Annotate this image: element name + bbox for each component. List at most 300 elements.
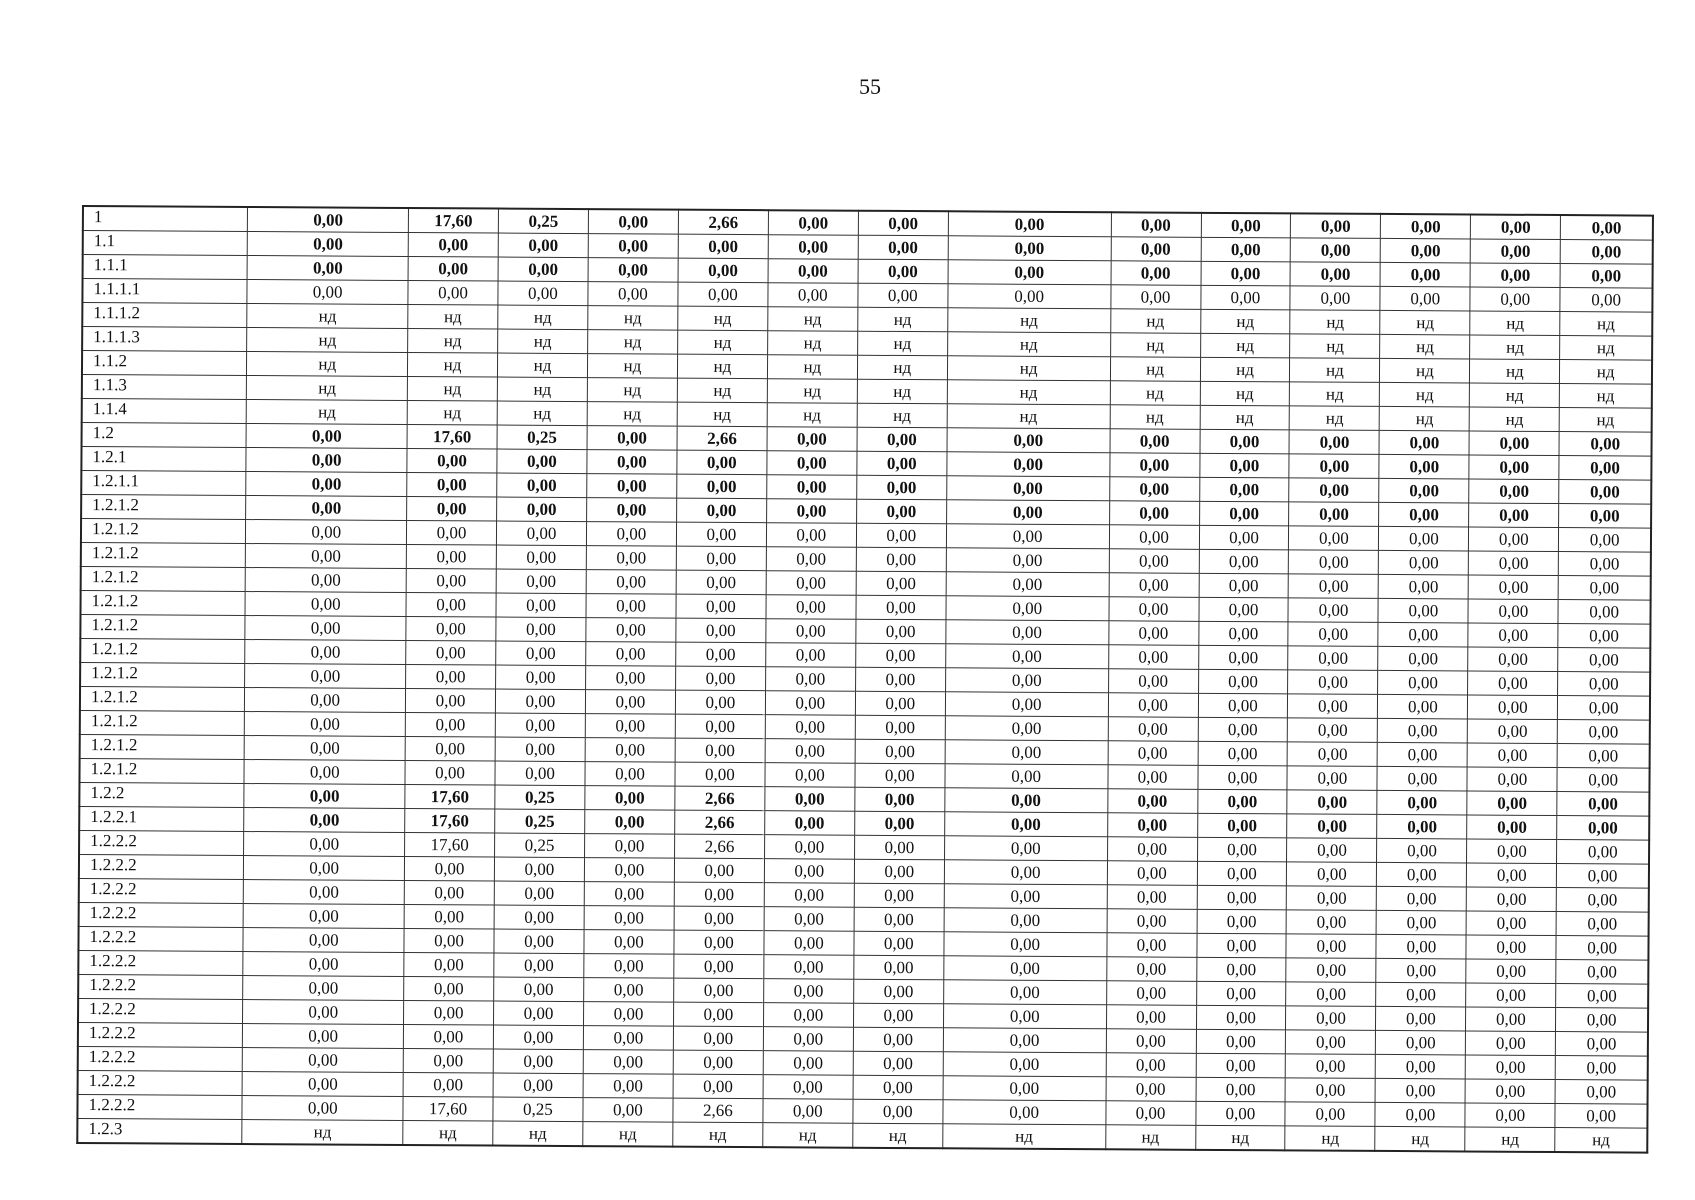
value-cell: 0,00 <box>1199 501 1289 526</box>
value-cell: 0,00 <box>1470 287 1560 312</box>
value-cell: нд <box>1290 406 1380 431</box>
value-cell: 0,00 <box>764 835 854 860</box>
value-cell: 0,00 <box>856 619 946 644</box>
value-cell: 0,00 <box>1465 1103 1555 1128</box>
value-cell: 0,00 <box>1377 814 1467 839</box>
value-cell: 2,66 <box>673 1098 763 1123</box>
value-cell: 0,00 <box>676 498 766 523</box>
value-cell: 0,00 <box>764 859 854 884</box>
value-cell: 0,25 <box>495 833 585 858</box>
value-cell: 0,00 <box>1379 550 1469 575</box>
value-cell: 0,00 <box>1199 453 1289 478</box>
value-cell: 0,00 <box>585 714 675 739</box>
value-cell: 0,00 <box>242 1071 403 1096</box>
value-cell: 0,00 <box>494 857 584 882</box>
value-cell: 0,00 <box>855 763 945 788</box>
value-cell: 2,66 <box>677 426 767 451</box>
value-cell: 0,00 <box>946 620 1109 645</box>
value-cell: 0,00 <box>587 426 677 451</box>
value-cell: 0,00 <box>1467 863 1557 888</box>
value-cell: 0,00 <box>1377 862 1467 887</box>
value-cell: 0,00 <box>497 497 587 522</box>
value-cell: 0,00 <box>945 740 1108 765</box>
value-cell: 0,25 <box>498 209 588 234</box>
value-cell: 0,00 <box>1286 1078 1376 1103</box>
value-cell: 0,00 <box>764 931 854 956</box>
value-cell: нд <box>1380 310 1470 335</box>
value-cell: 0,00 <box>1468 599 1558 624</box>
value-cell: 0,00 <box>765 739 855 764</box>
value-cell: 0,00 <box>677 474 767 499</box>
value-cell: 0,00 <box>948 260 1111 285</box>
value-cell: 0,00 <box>1379 502 1469 527</box>
value-cell: 0,00 <box>854 883 944 908</box>
value-cell: 0,00 <box>764 907 854 932</box>
value-cell: 0,00 <box>853 1099 943 1124</box>
value-cell: 0,00 <box>1291 213 1381 238</box>
value-cell: 0,00 <box>676 546 766 571</box>
value-cell: 0,00 <box>498 281 588 306</box>
value-cell: нд <box>407 400 497 425</box>
value-cell: 0,00 <box>768 210 858 235</box>
value-cell: 0,00 <box>494 929 584 954</box>
value-cell: 0,00 <box>1559 432 1651 457</box>
value-cell: 0,00 <box>675 714 765 739</box>
value-cell: 0,00 <box>586 618 676 643</box>
value-cell: 0,00 <box>1289 430 1379 455</box>
value-cell: 0,00 <box>1107 813 1197 838</box>
value-cell: 0,00 <box>245 616 406 641</box>
value-cell: 0,00 <box>678 234 768 259</box>
value-cell: 0,00 <box>1286 1030 1376 1055</box>
value-cell: 0,00 <box>496 665 586 690</box>
value-cell: 0,00 <box>584 906 674 931</box>
value-cell: нд <box>1290 358 1380 383</box>
value-cell: 0,00 <box>1377 886 1467 911</box>
value-cell: 0,00 <box>1379 478 1469 503</box>
value-cell: 0,00 <box>1558 624 1650 649</box>
value-cell: нд <box>857 355 947 380</box>
value-cell: 0,00 <box>586 594 676 619</box>
value-cell: нд <box>1200 309 1290 334</box>
value-cell: 0,00 <box>1379 526 1469 551</box>
value-cell: 0,00 <box>1196 957 1286 982</box>
value-cell: нд <box>242 1119 403 1144</box>
value-cell: 0,00 <box>948 236 1111 261</box>
value-cell: 0,00 <box>1376 1054 1466 1079</box>
value-cell: 0,00 <box>1196 1005 1286 1030</box>
value-cell: 0,00 <box>857 451 947 476</box>
value-cell: 0,00 <box>1199 525 1289 550</box>
row-code-cell: 1.2.2.2 <box>78 1070 243 1095</box>
value-cell: нд <box>408 304 498 329</box>
value-cell: нд <box>763 1123 853 1148</box>
value-cell: нд <box>1560 312 1652 337</box>
value-cell: 0,00 <box>1467 743 1557 768</box>
value-cell: 0,00 <box>768 235 858 260</box>
row-code-cell: 1.1.1 <box>83 255 248 280</box>
value-cell: 0,00 <box>944 908 1107 933</box>
value-cell: 0,00 <box>1196 1029 1286 1054</box>
value-cell: 17,60 <box>405 832 495 857</box>
value-cell: 0,00 <box>496 617 586 642</box>
value-cell: нд <box>767 331 857 356</box>
value-cell: 0,00 <box>1376 934 1466 959</box>
value-cell: нд <box>408 352 498 377</box>
value-cell: 0,00 <box>243 999 404 1024</box>
value-cell: 0,00 <box>858 259 948 284</box>
value-cell: 0,00 <box>1106 1029 1196 1054</box>
value-cell: 0,00 <box>1556 960 1648 985</box>
value-cell: 0,00 <box>1108 645 1198 670</box>
value-cell: 0,00 <box>497 473 587 498</box>
value-cell: 0,00 <box>766 523 856 548</box>
value-cell: 0,00 <box>494 977 584 1002</box>
value-cell: 0,00 <box>764 883 854 908</box>
value-cell: 0,00 <box>495 761 585 786</box>
value-cell: 0,00 <box>943 1052 1106 1077</box>
value-cell: 0,00 <box>247 280 408 305</box>
value-cell: 0,00 <box>767 475 857 500</box>
value-cell: 0,00 <box>856 643 946 668</box>
value-cell: 0,00 <box>1197 765 1287 790</box>
value-cell: 0,00 <box>1469 455 1559 480</box>
value-cell: 0,00 <box>404 880 494 905</box>
value-cell: 0,00 <box>1557 864 1649 889</box>
value-cell: 0,00 <box>1198 741 1288 766</box>
value-cell: 0,00 <box>493 1049 583 1074</box>
value-cell: 0,00 <box>1286 982 1376 1007</box>
value-cell: 0,00 <box>406 568 496 593</box>
value-cell: 2,66 <box>675 786 765 811</box>
value-cell: 0,00 <box>246 496 407 521</box>
value-cell: 0,00 <box>944 860 1107 885</box>
value-cell: 0,00 <box>1557 816 1649 841</box>
value-cell: нд <box>588 330 678 355</box>
value-cell: 0,00 <box>246 472 407 497</box>
value-cell: 0,00 <box>767 451 857 476</box>
value-cell: нд <box>767 355 857 380</box>
value-cell: 0,00 <box>1289 574 1379 599</box>
value-cell: нд <box>1380 334 1470 359</box>
value-cell: 0,00 <box>945 716 1108 741</box>
value-cell: нд <box>1110 309 1200 334</box>
value-cell: 0,00 <box>246 448 407 473</box>
row-code-cell: 1.2.1.2 <box>81 566 246 591</box>
value-cell: 0,00 <box>585 810 675 835</box>
value-cell: 0,00 <box>1108 765 1198 790</box>
row-code-cell: 1 <box>83 206 248 232</box>
value-cell: 0,00 <box>674 906 764 931</box>
value-cell: 0,00 <box>1375 1078 1465 1103</box>
value-cell: нд <box>1110 405 1200 430</box>
value-cell: 0,00 <box>1109 573 1199 598</box>
value-cell: 0,00 <box>676 618 766 643</box>
row-code-cell: 1.2.1.2 <box>80 638 245 663</box>
value-cell: 0,00 <box>1471 214 1561 239</box>
value-cell: 0,00 <box>1467 815 1557 840</box>
value-cell: 0,00 <box>1379 430 1469 455</box>
value-cell: 0,00 <box>1557 792 1649 817</box>
value-cell: нд <box>768 307 858 332</box>
value-cell: 0,00 <box>1558 648 1650 673</box>
value-cell: 0,00 <box>1195 1101 1285 1126</box>
value-cell: 0,00 <box>763 1075 853 1100</box>
value-cell: 0,00 <box>245 664 406 689</box>
value-cell: нд <box>1110 357 1200 382</box>
value-cell: 0,00 <box>1289 526 1379 551</box>
value-cell: 0,00 <box>1558 600 1650 625</box>
row-code-cell: 1.1 <box>83 231 248 256</box>
row-code-cell: 1.2.1.2 <box>80 662 245 687</box>
value-cell: 0,00 <box>944 836 1107 861</box>
value-cell: 0,00 <box>246 568 407 593</box>
value-cell: 0,00 <box>1466 983 1556 1008</box>
value-cell: 0,00 <box>1289 454 1379 479</box>
value-cell: нд <box>1110 381 1200 406</box>
value-cell: 0,00 <box>1109 525 1199 550</box>
value-cell: нд <box>403 1120 493 1145</box>
value-cell: 0,00 <box>1201 213 1291 238</box>
value-cell: 0,00 <box>1289 550 1379 575</box>
value-cell: 0,00 <box>767 427 857 452</box>
value-cell: 0,00 <box>673 1026 763 1051</box>
value-cell: 0,00 <box>1469 527 1559 552</box>
value-cell: 0,00 <box>583 1074 673 1099</box>
value-cell: 0,00 <box>1559 504 1651 529</box>
value-cell: нд <box>947 380 1110 405</box>
value-cell: 0,00 <box>243 1023 404 1048</box>
value-cell: 0,00 <box>1198 717 1288 742</box>
value-cell: 0,00 <box>1109 597 1199 622</box>
value-cell: 0,00 <box>1465 1079 1555 1104</box>
value-cell: нд <box>1559 408 1651 433</box>
value-cell: 0,00 <box>1106 1077 1196 1102</box>
value-cell: 0,00 <box>1106 933 1196 958</box>
value-cell: 0,00 <box>945 668 1108 693</box>
value-cell: 0,00 <box>944 812 1107 837</box>
value-cell: 0,00 <box>1466 935 1556 960</box>
value-cell: 0,00 <box>1106 1053 1196 1078</box>
value-cell: 0,00 <box>856 595 946 620</box>
row-code-cell: 1.2.2.2 <box>78 950 243 975</box>
row-code-cell: 1.2.3 <box>77 1118 242 1144</box>
value-cell: 0,00 <box>403 1024 493 1049</box>
value-cell: 0,00 <box>587 450 677 475</box>
value-cell: 0,00 <box>406 664 496 689</box>
value-cell: 0,00 <box>1558 576 1650 601</box>
value-cell: 0,00 <box>1556 1056 1648 1081</box>
value-cell: 0,00 <box>1376 910 1466 935</box>
value-cell: 0,00 <box>944 956 1107 981</box>
value-cell: нд <box>583 1122 673 1147</box>
value-cell: 0,00 <box>1556 912 1648 937</box>
value-cell: 0,00 <box>857 427 947 452</box>
value-cell: 0,00 <box>495 689 585 714</box>
value-cell: 0,00 <box>1381 238 1471 263</box>
value-cell: 0,00 <box>943 1028 1106 1053</box>
value-cell: 0,00 <box>1108 621 1198 646</box>
value-cell: 17,60 <box>403 1096 493 1121</box>
row-code-cell: 1.2.2.2 <box>78 974 243 999</box>
value-cell: 0,00 <box>407 496 497 521</box>
value-cell: 0,00 <box>764 955 854 980</box>
row-code-cell: 1.2.2 <box>79 782 244 807</box>
value-cell: 0,00 <box>1105 1101 1195 1126</box>
value-cell: 0,00 <box>858 283 948 308</box>
value-cell: 0,00 <box>853 1051 943 1076</box>
value-cell: 0,00 <box>405 736 495 761</box>
value-cell: нд <box>1200 381 1290 406</box>
value-cell: 0,00 <box>765 787 855 812</box>
value-cell: 0,00 <box>1381 214 1471 239</box>
value-cell: 0,00 <box>1289 502 1379 527</box>
value-cell: 0,00 <box>944 932 1107 957</box>
value-cell: 0,00 <box>1287 886 1377 911</box>
value-cell: 0,00 <box>765 763 855 788</box>
value-cell: 0,00 <box>856 547 946 572</box>
value-cell: нд <box>1380 406 1470 431</box>
value-cell: 0,00 <box>1557 744 1649 769</box>
value-cell: 0,00 <box>496 521 586 546</box>
row-code-cell: 1.2.1.2 <box>81 495 246 520</box>
value-cell: нд <box>1285 1126 1375 1151</box>
value-cell: 0,00 <box>854 955 944 980</box>
value-cell: 0,00 <box>1560 264 1652 289</box>
row-code-cell: 1.1.4 <box>82 399 247 424</box>
value-cell: 0,00 <box>1287 790 1377 815</box>
value-cell: 0,00 <box>1107 909 1197 934</box>
value-cell: нд <box>497 401 587 426</box>
value-cell: нд <box>493 1121 583 1146</box>
value-cell: 0,00 <box>585 786 675 811</box>
value-cell: 0,00 <box>678 282 768 307</box>
value-cell: 0,00 <box>406 640 496 665</box>
row-code-cell: 1.2.1.2 <box>81 542 246 567</box>
value-cell: нд <box>247 352 408 377</box>
value-cell: 0,00 <box>1106 1005 1196 1030</box>
value-cell: 0,00 <box>854 835 944 860</box>
value-cell: 0,00 <box>1199 477 1289 502</box>
value-cell: 0,00 <box>1559 456 1651 481</box>
value-cell: 0,00 <box>673 1050 763 1075</box>
value-cell: 0,00 <box>945 764 1108 789</box>
value-cell: 0,00 <box>1198 669 1288 694</box>
value-cell: 0,00 <box>1559 552 1651 577</box>
value-cell: 0,00 <box>1467 839 1557 864</box>
value-cell: 0,00 <box>245 712 406 737</box>
value-cell: 0,00 <box>677 450 767 475</box>
value-cell: 0,00 <box>764 979 854 1004</box>
value-cell: 0,00 <box>946 596 1109 621</box>
row-code-cell: 1.2.2.2 <box>79 830 244 855</box>
value-cell: 0,00 <box>584 954 674 979</box>
value-cell: 0,00 <box>1561 215 1653 240</box>
value-cell: нд <box>767 403 857 428</box>
value-cell: 0,00 <box>673 1002 763 1027</box>
value-cell: 0,00 <box>766 595 856 620</box>
value-cell: 0,00 <box>244 856 405 881</box>
value-cell: 0,00 <box>1106 957 1196 982</box>
value-cell: 0,00 <box>1559 528 1651 553</box>
value-cell: 0,00 <box>1468 647 1558 672</box>
value-cell: 0,00 <box>586 522 676 547</box>
value-cell: 0,00 <box>408 280 498 305</box>
value-cell: нд <box>948 308 1111 333</box>
value-cell: 0,00 <box>854 907 944 932</box>
value-cell: 0,00 <box>585 738 675 763</box>
value-cell: 0,00 <box>674 954 764 979</box>
value-cell: 0,00 <box>1111 212 1201 237</box>
value-cell: 0,00 <box>945 788 1108 813</box>
value-cell: 0,00 <box>1109 453 1199 478</box>
value-cell: 0,00 <box>1377 766 1467 791</box>
value-cell: 0,00 <box>1109 477 1199 502</box>
row-code-cell: 1.1.1.1 <box>82 279 247 304</box>
value-cell: 0,00 <box>853 979 943 1004</box>
value-cell: нд <box>947 356 1110 381</box>
value-cell: 0,00 <box>1107 885 1197 910</box>
value-cell: 0,00 <box>1558 720 1650 745</box>
value-cell: 0,00 <box>853 1075 943 1100</box>
value-cell: 0,00 <box>1198 645 1288 670</box>
value-cell: 0,00 <box>245 736 406 761</box>
value-cell: 0,00 <box>583 1098 673 1123</box>
value-cell: 0,00 <box>1107 837 1197 862</box>
value-cell: 0,00 <box>245 688 406 713</box>
value-cell: нд <box>587 402 677 427</box>
value-cell: нд <box>497 353 587 378</box>
value-cell: 0,00 <box>583 1050 673 1075</box>
value-cell: нд <box>673 1122 763 1147</box>
row-code-cell: 1.2.2.1 <box>79 806 244 831</box>
value-cell: 0,00 <box>1201 237 1291 262</box>
row-code-cell: 1.2.1.2 <box>79 758 244 783</box>
value-cell: 0,00 <box>243 975 404 1000</box>
value-cell: 0,00 <box>403 1048 493 1073</box>
value-cell: нд <box>1560 384 1652 409</box>
value-cell: 0,00 <box>1287 814 1377 839</box>
value-cell: 0,00 <box>1559 480 1651 505</box>
value-cell: 0,00 <box>1288 694 1378 719</box>
value-cell: 0,00 <box>406 592 496 617</box>
value-cell: нд <box>947 332 1110 357</box>
value-cell: 0,00 <box>406 616 496 641</box>
value-cell: 0,00 <box>674 858 764 883</box>
value-cell: 0,00 <box>588 234 678 259</box>
value-cell: 0,00 <box>853 1027 943 1052</box>
value-cell: 0,00 <box>1467 791 1557 816</box>
value-cell: 0,00 <box>586 642 676 667</box>
value-cell: 0,00 <box>1378 646 1468 671</box>
value-cell: 0,00 <box>1376 1006 1466 1031</box>
value-cell: 0,00 <box>1376 982 1466 1007</box>
value-cell: 0,00 <box>494 1001 584 1026</box>
value-cell: 2,66 <box>675 810 765 835</box>
value-cell: 0,00 <box>1199 573 1289 598</box>
value-cell: 0,00 <box>1467 887 1557 912</box>
row-code-cell: 1.2.1 <box>81 447 246 472</box>
value-cell: 0,00 <box>1289 478 1379 503</box>
value-cell: 0,00 <box>498 257 588 282</box>
value-cell: 0,00 <box>947 428 1110 453</box>
value-cell: 0,00 <box>856 499 946 524</box>
value-cell: 0,00 <box>1197 789 1287 814</box>
value-cell: нд <box>767 379 857 404</box>
value-cell: 0,00 <box>1380 262 1470 287</box>
value-cell: 0,00 <box>855 667 945 692</box>
row-code-cell: 1.2.1.2 <box>80 734 245 759</box>
